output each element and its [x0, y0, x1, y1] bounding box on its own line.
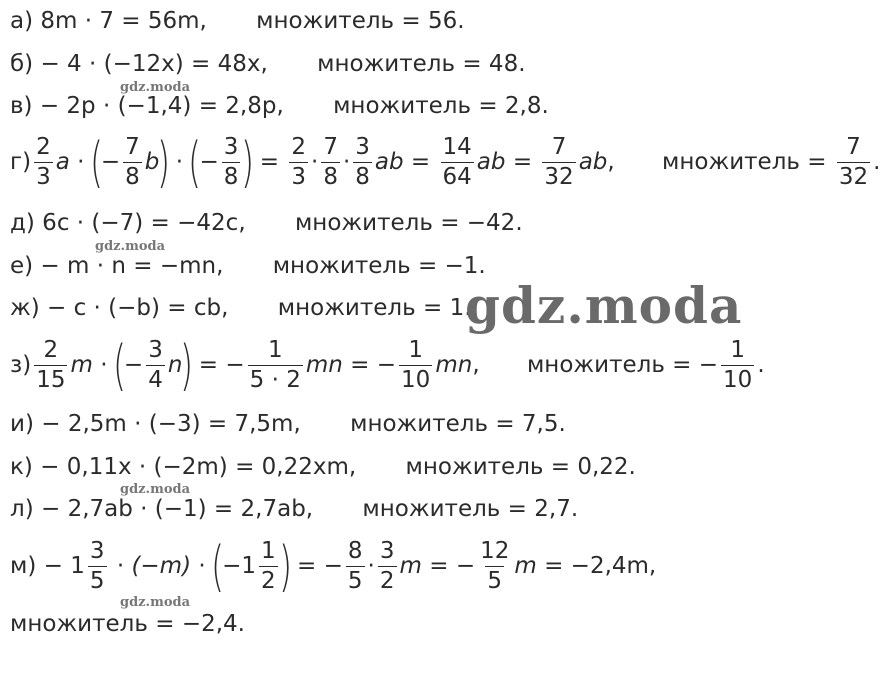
factor-m: множитель = −2,4.	[10, 611, 245, 637]
fraction: $\frac{2}{15}$	[36, 337, 66, 393]
watermark: gdz.moda	[120, 80, 191, 95]
watermark-large: gdz.moda	[465, 276, 743, 335]
fraction: $\frac{1}{10}$	[401, 337, 431, 393]
expression-l: л) − 2,7ab · (−1) = 2,7ab,	[10, 496, 314, 522]
fraction: $\frac{2}{3}$	[291, 134, 306, 190]
watermark: gdz.moda	[95, 239, 166, 254]
line-a	[10, 8, 465, 34]
factor-d: множитель = −42.	[294, 210, 523, 236]
fraction: $\frac{7}{32}$	[838, 134, 869, 190]
fraction: $\frac{3}{5}$	[89, 538, 105, 594]
fraction: $\frac{7}{8}$	[323, 134, 338, 190]
label-m: м) − 1	[10, 553, 85, 579]
line-k	[10, 454, 636, 480]
factor-z: множитель =	[526, 352, 692, 378]
expression-b: б) − 4 · (−12x) = 48x,	[10, 51, 268, 77]
line-m: м) − 1 $\frac{3}{5}$ · (−m) · (−1 $\frac{1}{2}$ ) = − $\frac{8}{5}$ · $\frac{3}{2}$ m = − $\frac{12}{5}$ m = −2,4m,	[10, 534, 657, 598]
expression-i: и) − 2,5m · (−3) = 7,5m,	[10, 411, 301, 437]
expression-v: в) − 2p · (−1,4) = 2,8p,	[10, 93, 284, 119]
line-m-factor	[10, 611, 245, 637]
line-i	[10, 411, 566, 437]
watermark: gdz.moda	[120, 595, 191, 610]
fraction: $\frac{14}{64}$	[442, 134, 472, 190]
line-z: з) $\frac{2}{15}$ m · (− $\frac{3}{4}$ n) = − $\frac{1}{5 \cdot 2}$ mn = − $\frac{1}{10}$ mn, множитель = − $\frac{1}{10}$ .	[10, 333, 765, 397]
expression-zh: ж) − c · (−b) = cb,	[10, 295, 229, 321]
fraction: $\frac{3}{2}$	[379, 538, 395, 594]
factor-k: множитель = 0,22.	[405, 454, 636, 480]
line-b	[10, 51, 526, 77]
factor-zh: множитель = 1.	[277, 295, 472, 321]
line-d	[10, 210, 523, 236]
line-zh	[10, 295, 472, 321]
factor-g: множитель =	[662, 149, 827, 175]
fraction: $\frac{3}{8}$	[223, 134, 239, 190]
fraction: $\frac{3}{4}$	[148, 337, 163, 393]
factor-e: множитель = −1.	[272, 253, 486, 279]
expression-k: к) − 0,11x · (−2m) = 0,22xm,	[10, 454, 357, 480]
watermark: gdz.moda	[120, 482, 191, 497]
fraction: $\frac{1}{10}$	[723, 337, 753, 393]
expression-e: е) − m · n = −mn,	[10, 253, 224, 279]
label-z: з)	[10, 352, 32, 378]
label-g: г)	[10, 149, 32, 175]
result-m: = −2,4m,	[544, 553, 657, 579]
line-e	[10, 253, 486, 279]
factor-b: множитель = 48.	[317, 51, 526, 77]
factor-v: множитель = 2,8.	[333, 93, 549, 119]
fraction: $\frac{12}{5}$	[480, 538, 510, 594]
factor-l: множитель = 2,7.	[362, 496, 579, 522]
fraction: $\frac{2}{3}$	[36, 134, 51, 190]
fraction: $\frac{7}{8}$	[125, 134, 140, 190]
fraction: $\frac{1}{5 \cdot 2}$	[249, 337, 301, 393]
fraction: $\frac{7}{32}$	[544, 134, 574, 190]
factor-i: множитель = 7,5.	[350, 411, 566, 437]
expression-d: д) 6c · (−7) = −42c,	[10, 210, 246, 236]
fraction: $\frac{3}{8}$	[355, 134, 370, 190]
line-v	[10, 93, 549, 119]
line-l	[10, 496, 578, 522]
line-g: г) $\frac{2}{3}$ a · (− $\frac{7}{8}$ b) · (− $\frac{3}{8}$ ) = $\frac{2}{3}$ · $\frac{7}{8}$ · $\frac{3}{8}$ ab = $\frac{14}{64}$ ab = $\frac{7}{32}$ ab, множитель = $\frac{7}{32}$ .	[10, 130, 881, 194]
fraction: $\frac{8}{5}$	[347, 538, 363, 594]
expression-a: а) 8m · 7 = 56m,	[10, 8, 207, 34]
factor-a: множитель = 56.	[256, 8, 465, 34]
fraction: $\frac{1}{2}$	[261, 538, 276, 594]
